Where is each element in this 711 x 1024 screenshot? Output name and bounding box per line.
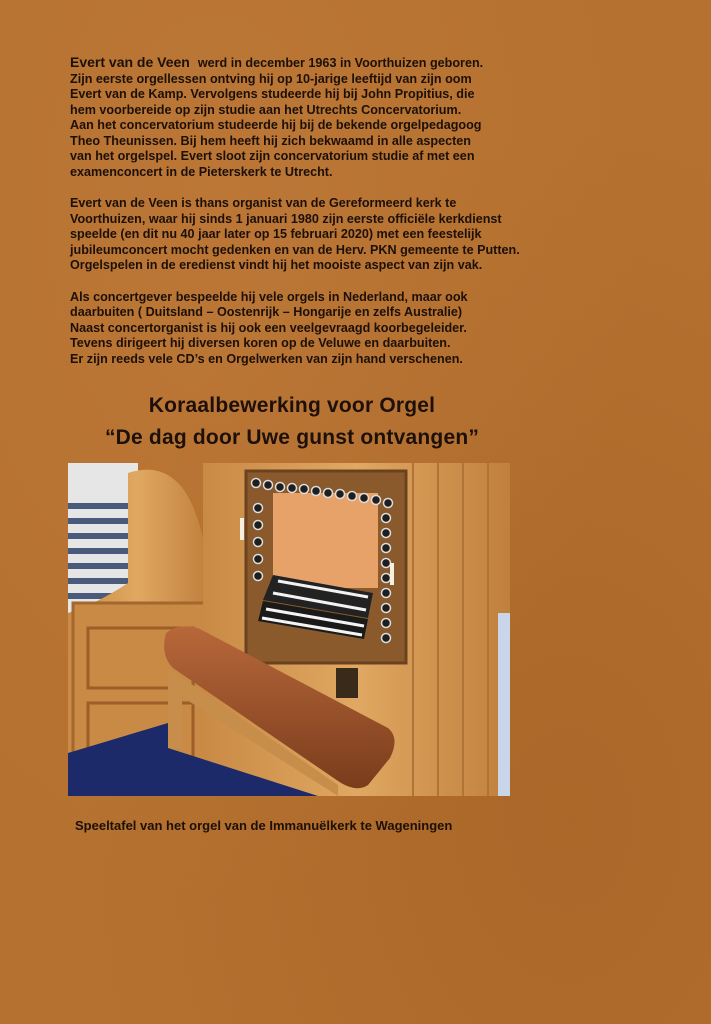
bio-p1-line: van het orgelspel. Evert sloot zijn concervatorium studie af met een: [70, 149, 475, 163]
bio-p1-line: Evert van de Kamp. Vervolgens studeerde hij bij John Propitius, die: [70, 87, 475, 101]
organ-console-illustration: [68, 463, 510, 796]
bio-p1-line: examenconcert in de Pieterskerk te Utrecht.: [70, 164, 333, 179]
bio-p3-line: Er zijn reeds vele CD’s en Orgelwerken van zijn hand verschenen.: [70, 351, 463, 366]
organist-name: Evert van de Veen: [70, 54, 190, 70]
bio-p2-line: speelde (en dit nu 40 jaar later op 15 februari 2020) met een feestelijk: [70, 227, 482, 241]
headline-title: Koraalbewerking voor Orgel: [148, 394, 436, 417]
headline-subtitle: “De dag door Uwe gunst ontvangen”: [104, 426, 480, 449]
bio-p1-line: Aan het concervatorium studeerde hij bij de bekende orgelpedagoog: [70, 118, 482, 132]
bio-p3-line: daarbuiten ( Duitsland – Oostenrijk – Hongarije en zelfs Australie): [70, 305, 463, 319]
bio-p2-line: Orgelspelen in de eredienst vindt hij het mooiste aspect van zijn vak.: [70, 258, 483, 272]
bio-p3-line: Naast concertorganist is hij ook een veelgevraagd koorbegeleider.: [70, 320, 467, 335]
bio-p3-line: Tevens dirigeert hij diversen koren op de Veluwe en daarbuiten.: [70, 336, 451, 350]
bio-p2-line: Evert van de Veen is thans organist van de Gereformeerd kerk te: [70, 196, 457, 210]
bio-p2-line: jubileumconcert mocht gedenken en van de Herv. PKN gemeente te Putten.: [70, 242, 520, 257]
bio-p1-line: hem voorbereide op zijn studie aan het Utrechts Concervatorium.: [70, 102, 462, 117]
bio-paragraph-1: [70, 55, 570, 180]
bio-p1-line: Theo Theunissen. Bij hem heeft hij zich bekwaamd in alle aspecten: [70, 133, 472, 148]
bio-intro-line: werd in december 1963 in Voorthuizen geboren.: [197, 56, 484, 70]
biography: [70, 55, 570, 383]
bio-p3-line: Als concertgever bespeelde hij vele orgels in Nederland, maar ook: [70, 289, 468, 304]
bio-paragraph-2: [70, 196, 570, 274]
organ-console-photo: [68, 463, 510, 796]
photo-caption: Speeltafel van het orgel van de Immanuëlkerk te Wageningen: [75, 818, 453, 833]
bio-paragraph-3: [70, 290, 570, 368]
bio-p2-line: Voorthuizen, waar hij sinds 1 januari 1980 zijn eerste officiële kerkdienst: [70, 211, 502, 226]
bio-p1-line: Zijn eerste orgellessen ontving hij op 10-jarige leeftijd van zijn oom: [70, 71, 472, 86]
